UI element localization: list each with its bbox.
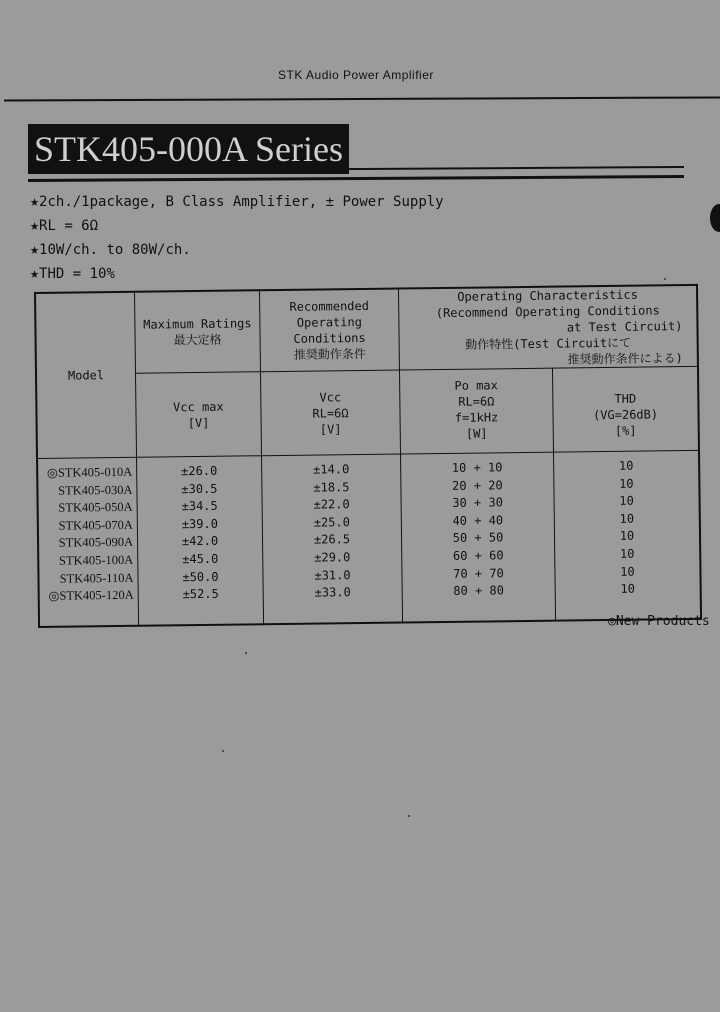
table-cell-vcc-rec: ±14.0 [313,462,350,477]
table-cell-po: 30 + 30 [452,495,503,511]
table-cell-vcc-max: ±50.0 [182,569,219,584]
col-vcc-max-values [137,456,264,626]
title-rule-lower [28,175,684,182]
table-cell-thd: 10 [620,581,635,597]
model-header-text: Model [67,368,105,383]
table-cell-model: STK405-030A [58,482,133,498]
max-ratings-jp: 最大定格 [173,332,222,348]
thd-line2: (VG=26dB) [592,407,659,423]
feature-item [30,214,444,238]
table-cell-thd: 10 [619,546,635,561]
table-cell-vcc-max: ±39.0 [181,516,218,531]
operating-en1: Operating Characteristics [457,287,638,304]
star-icon: ★ [30,240,40,258]
table-cell-thd: 10 [620,564,635,579]
spec-table [34,284,702,628]
table-cell-vcc-rec: ±22.0 [313,497,350,512]
header-label: STK Audio Power Amplifier [278,68,434,82]
po-max-line1: Po max [454,378,498,393]
table-cell-po: 70 + 70 [453,565,504,581]
table-cell-vcc-rec: ±18.5 [313,479,350,495]
subheader-thd [552,366,699,452]
max-ratings-en: Maximum Ratings [143,316,252,332]
operating-jp1: 動作特性(Test Circuitにて [465,335,632,352]
subheader-vcc-max [136,372,262,458]
table-cell-vcc-rec: ±29.0 [314,550,351,565]
col-vcc-rec-values [262,454,403,624]
operating-en3: at Test Circuit) [566,319,683,335]
table-cell-vcc-max: ±42.0 [181,534,219,549]
vcc-rec-line2: RL=6Ω [312,405,349,421]
table-cell-vcc-max: ±26.0 [181,463,218,479]
col-model-values [37,457,139,627]
feature-item [30,190,444,214]
operating-en2: (Recommend Operating Conditions [435,303,660,321]
speck [245,652,247,654]
table-cell-model: STK405-070A [58,517,133,533]
star-icon: ★ [30,264,40,282]
table-cell-thd: 10 [619,529,635,544]
table-cell-model: STK405-050A [58,499,133,515]
recommended-en1: Recommended [289,298,370,314]
table-cell-model: STK405-110A [59,570,134,586]
subheader-vcc-rec [260,370,400,456]
feature-text: 2ch./1package, B Class Amplifier, ± Power Supply [39,194,444,210]
table-cell-vcc-max: ±52.5 [182,586,219,602]
feature-text: THD = 10% [39,266,115,282]
subheader-po-max [399,368,553,454]
col-po-values [401,452,556,622]
table-cell-thd: 10 [618,458,634,473]
col-header-operating [398,285,697,370]
col-header-model [35,292,137,459]
speck [664,278,666,280]
table-cell-po: 80 + 80 [453,583,505,599]
star-icon: ★ [30,216,40,234]
table-cell-po: 60 + 60 [452,548,504,563]
table-cell-vcc-rec: ±33.0 [314,585,351,600]
speck [408,815,410,817]
page-title: STK405-000A Series [28,124,349,174]
table-cell-vcc-max: ±45.0 [182,551,219,567]
col-header-recommended [259,289,399,372]
table-cell-thd: 10 [619,511,635,526]
feature-list [30,190,444,286]
star-icon: ★ [30,192,40,210]
feature-item [30,262,444,286]
table-cell-thd: 10 [619,493,634,509]
table-cell-vcc-rec: ±31.0 [314,567,351,583]
edge-registration-mark [710,204,720,232]
speck [222,750,224,752]
footnote-new-products: ◎New Products [608,614,710,629]
feature-item [30,238,444,262]
po-max-line2: RL=6Ω [458,394,495,409]
vcc-max-line2: [V] [187,415,210,430]
table-cell-vcc-max: ±34.5 [181,498,218,514]
recommended-jp: 推奨動作条件 [293,346,366,362]
table-cell-thd: 10 [619,476,634,491]
col-thd-values [553,450,701,620]
table-cell-model: STK405-090A [58,535,134,551]
po-max-line3: f=1kHz [454,410,499,425]
recommended-en2: Operating Conditions [293,314,366,346]
thd-line3: [%] [614,423,637,438]
spec-table-wrapper [34,284,702,628]
table-cell-po: 40 + 40 [452,513,504,528]
col-header-max-ratings [135,290,261,373]
vcc-rec-line1: Vcc [319,389,342,405]
po-max-line4: [W] [465,426,488,441]
table-cell-model: ◎STK405-010A [46,464,133,480]
feature-text: RL = 6Ω [39,218,99,234]
header-rule [4,96,720,101]
table-cell-vcc-rec: ±25.0 [313,514,350,530]
table-cell-po: 20 + 20 [452,477,503,493]
vcc-rec-line3: [V] [319,421,342,437]
table-cell-model: ◎STK405-120A [48,587,134,604]
operating-jp2: 推奨動作条件による) [567,351,683,367]
table-cell-vcc-rec: ±26.5 [313,532,351,547]
feature-text: 10W/ch. to 80W/ch. [39,242,191,258]
table-cell-po: 50 + 50 [452,530,504,546]
table-cell-po: 10 + 10 [451,460,503,475]
thd-line1: THD [614,391,637,406]
vcc-max-line1: Vcc max [173,399,224,414]
table-cell-vcc-max: ±30.5 [181,481,218,496]
table-cell-model: STK405-100A [58,552,134,568]
